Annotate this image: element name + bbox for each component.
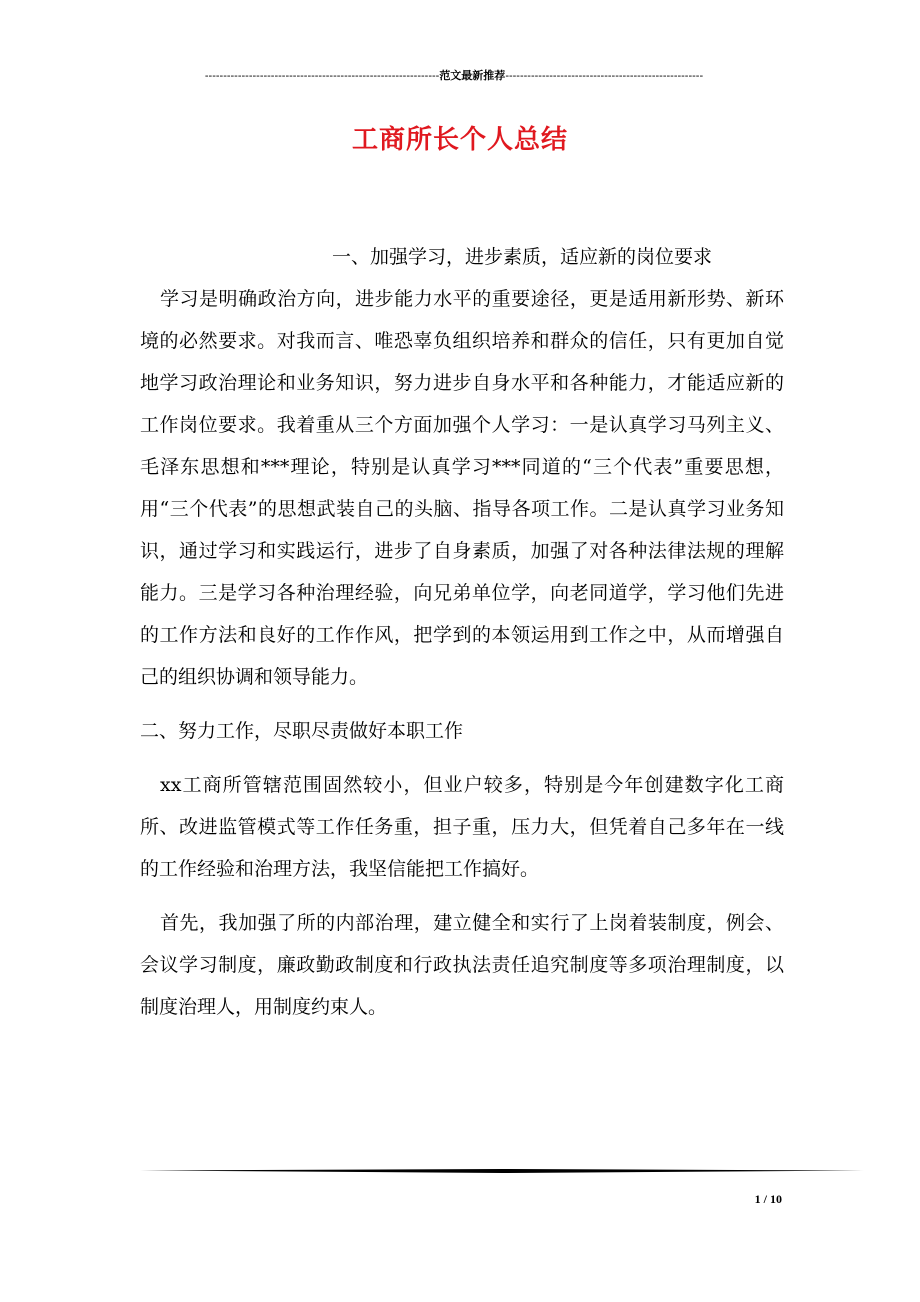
paragraph: 首先，我加强了所的内部治理，建立健全和实行了上岗着装制度，例会、会议学习制度，廉政勤政制度和行政执法责任追究制度等多项治理制度，以制度治理人，用制度约束人。	[140, 912, 784, 1018]
header-dashes-left: ----------------------------------------------------------------	[204, 70, 440, 82]
section-heading: 二、努力工作，尽职尽责做好本职工作	[140, 720, 464, 742]
document-title: 工商所长个人总结	[351, 125, 568, 155]
page-number: 1 / 10	[754, 1192, 782, 1206]
page-header	[140, 66, 768, 86]
paragraph: 学习是明确政治方向，进步能力水平的重要途径，更是适用新形势、新环境的必然要求。对我而言、唯恐辜负组织培养和群众的信任，只有更加自觉地学习政治理论和业务知识，努力进步自身水平和各种能力，才能适应新的工作岗位要求。我着重从三个方面加强个人学习：一是认真学习马列主义、毛泽东思想和***理论，特别是认真学习***同道的“三个代表”重要思想，用“三个代表”的思想武装自己的头脑、指导各项工作。二是认真学习业务知识，通过学习和实践运行，进步了自身素质，加强了对各种法律法规的理解能力。三是学习各种治理经验，向兄弟单位学，向老同道学，学习他们先进的工作方法和良好的工作作风，把学到的本领运用到工作之中，从而增强自己的组织协调和领导能力。	[140, 288, 784, 688]
paragraph: xx工商所管辖范围固然较小，但业户较多，特别是今年创建数字化工商所、改进监管模式等工作任务重，担子重，压力大，但凭着自己多年在一线的工作经验和治理方法，我坚信能把工作搞好。	[140, 774, 784, 880]
footer-rule	[140, 1169, 864, 1173]
document-body	[140, 236, 784, 1028]
section-heading: 一、加强学习，进步素质，适应新的岗位要求	[332, 246, 713, 268]
header-dashes-right: ------------------------------------------------------	[505, 70, 704, 82]
header-label: 范文最新推荐	[439, 70, 506, 82]
